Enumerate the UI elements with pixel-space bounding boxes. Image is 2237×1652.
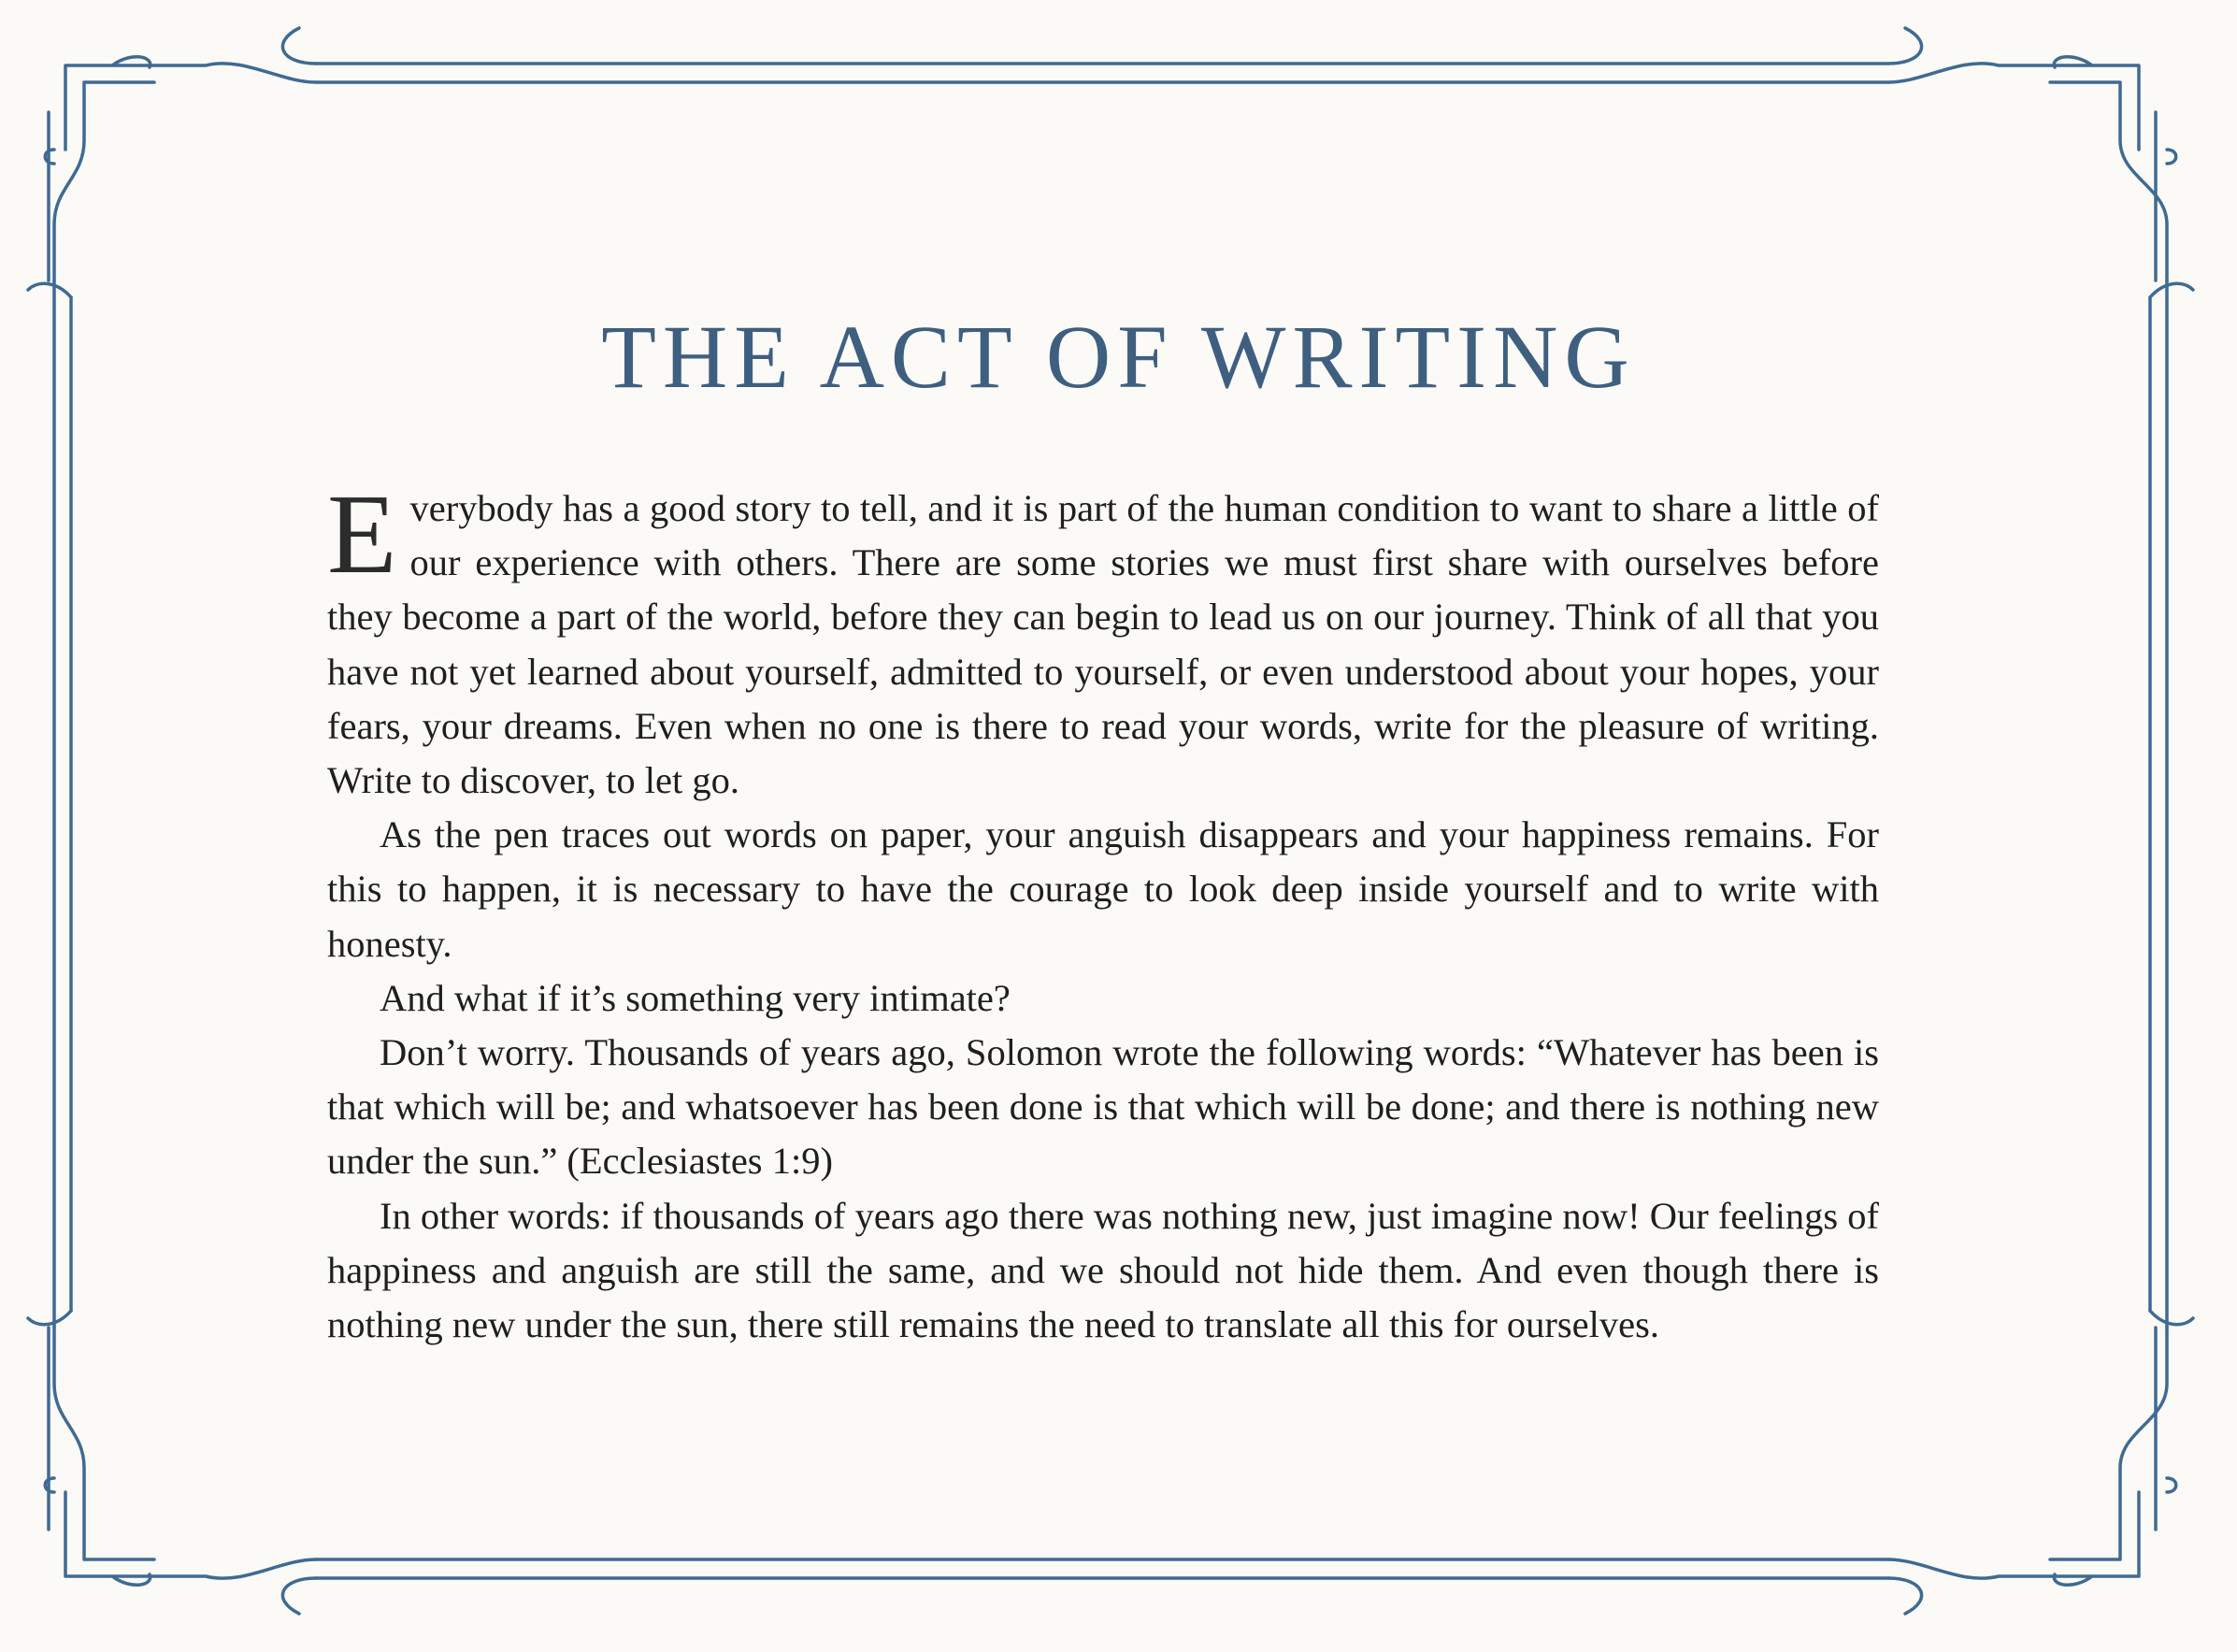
paragraph: As the pen traces out words on paper, your anguish disappears and your happiness remains. For this to happen, it is necessary to have the courage to look deep inside yourself and to write with honesty.	[327, 813, 1879, 965]
paragraph: Don’t worry. Thousands of years ago, Solomon wrote the following words: “Whatever has been is that which will be; and whatsoever has been done is that which will be done; and there is nothing new under the sun.” (Ecclesiastes 1:9)	[327, 1031, 1879, 1183]
drop-cap: E	[327, 471, 397, 597]
paragraph: And what if it’s something very intimate?	[380, 976, 1011, 1019]
body-text	[327, 471, 1879, 1352]
paragraph-text: verybody has a good story to tell, and it is part of the human condition to want to share a little of our experience with others. There are some stories we must first share with ourselves before they become a part of the world, before they can begin to lead us on our journey. Think of all that you have not yet learned about yourself, admitted to yourself, or even understood about your hopes, your fears, your dreams. Even when no one is there to read your words, write for the pleasure of writing. Write to discover, to let go.	[327, 487, 1879, 802]
page-title: THE ACT OF WRITING	[601, 307, 1636, 408]
paragraph: In other words: if thousands of years ago there was nothing new, just imagine now! Our feelings of happiness and anguish are still the same, and we should not hide them. And even though there is nothing new under the sun, there still remains the need to translate all this for ourselves.	[327, 1194, 1879, 1346]
paragraph	[327, 471, 1879, 808]
